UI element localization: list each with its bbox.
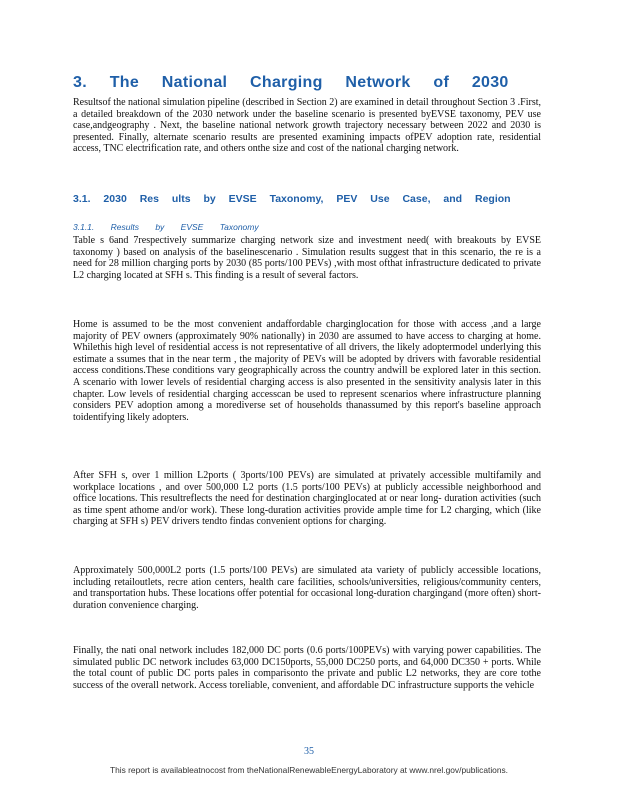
paragraph-home-charging: Home is assumed to be the most convenient andaffordable charginglocation for those with access ,and a large majority of PEV owners (approximately 90% nationally) in 2030 are assumed to have access to charging at home. Whilethis high level of residential access is not representative of all drivers, the likely adoptermodel underlying this estimate a ssumes that in the near term , the majority of PEVs will be adopted by drivers with favorable residential access conditions.These conditions vary geographically across the country andwill be explored later in this section. A scenario with lower levels of residential charging access is also presented in the sensitivity analysis later in this chapter. Low levels of residential charging accesscan be used to represent scenarios where infrastructure planning considers PEV adoption among a morediverse set of households thanassumed by this report's baseline approach toidentifying likely adopters. [73,319,541,423]
subsubsection-heading: 3.1.1. Results by EVSE Taxonomy [73,222,259,232]
subsection-heading: 3.1. 2030 Res ults by EVSE Taxonomy, PEV Use Case, and Region [73,193,511,205]
paragraph-public-l2: Approximately 500,000L2 ports (1.5 ports/100 PEVs) are simulated ata variety of publicly accessible locations, including retailoutlets, recre ation centers, health care facilities, schools/universities, religious/community centers, and transportation hubs. These locations offer potential for occasional long-duration chargingand (more often) short-duration convenience charging. [73,565,541,611]
paragraph-multifamily-workplace: After SFH s, over 1 million L2ports ( 3ports/100 PEVs) are simulated at privately accessible multifamily and workplace locations , and over 500,000 L2 ports (1.5 ports/100 PEVs) at publicly accessible neighborhood and office locations. This resultreflects the need for destination charginglocated at or near long- duration activities (such as time spent athome and/or work). These long-duration activities provide ample time for L2 charging, which (like charging at SFH s) PEV drivers tendto findas convenient options for charging. [73,470,541,528]
paragraph-intro: Resultsof the national simulation pipeline (described in Section 2) are examined in detail throughout Section 3 .First, a detailed breakdown of the 2030 network under the baseline scenario is presented byEVSE taxonomy, PEV use case,andgeography . Next, the baseline national network growth trajectory necessary between 2022 and 2030 is presented. Finally, alternate scenario results are presented examining impacts ofPEV adoption rate, residential access, TNC electrification rate, and others onthe size and cost of the national charging network. [73,97,541,155]
paragraph-dc-network: Finally, the nati onal network includes 182,000 DC ports (0.6 ports/100PEVs) with varying power capabilities. The simulated public DC network includes 63,000 DC150ports, 55,000 DC250 ports, and 64,000 DC350 + ports. While the total count of public DC ports pales in comparisonto the private and public L2 networks, they are core tothe success of the overall network. Access toreliable, convenient, and affordable DC infrastructure supports the vehicle [73,645,541,691]
page-footer: This report is availableatnocost from theNationalRenewableEnergyLaboratory at www.nrel.gov/publications. [109,765,509,775]
section-heading: 3. The National Charging Network of 2030 [73,74,509,91]
paragraph-summary: Table s 6and 7respectively summarize charging network size and investment need( with breakouts by EVSE taxonomy ) based on analysis of the baselinescenario . Simulation results suggest that in this scenario, the re is a need for 28 million charging ports by 2030 (85 ports/100 PEVs) ,with most ofthat infrastructure dedicated to private L2 charging located at SFH s. This finding is a result of several factors. [73,235,541,281]
page-number: 35 [304,746,314,757]
